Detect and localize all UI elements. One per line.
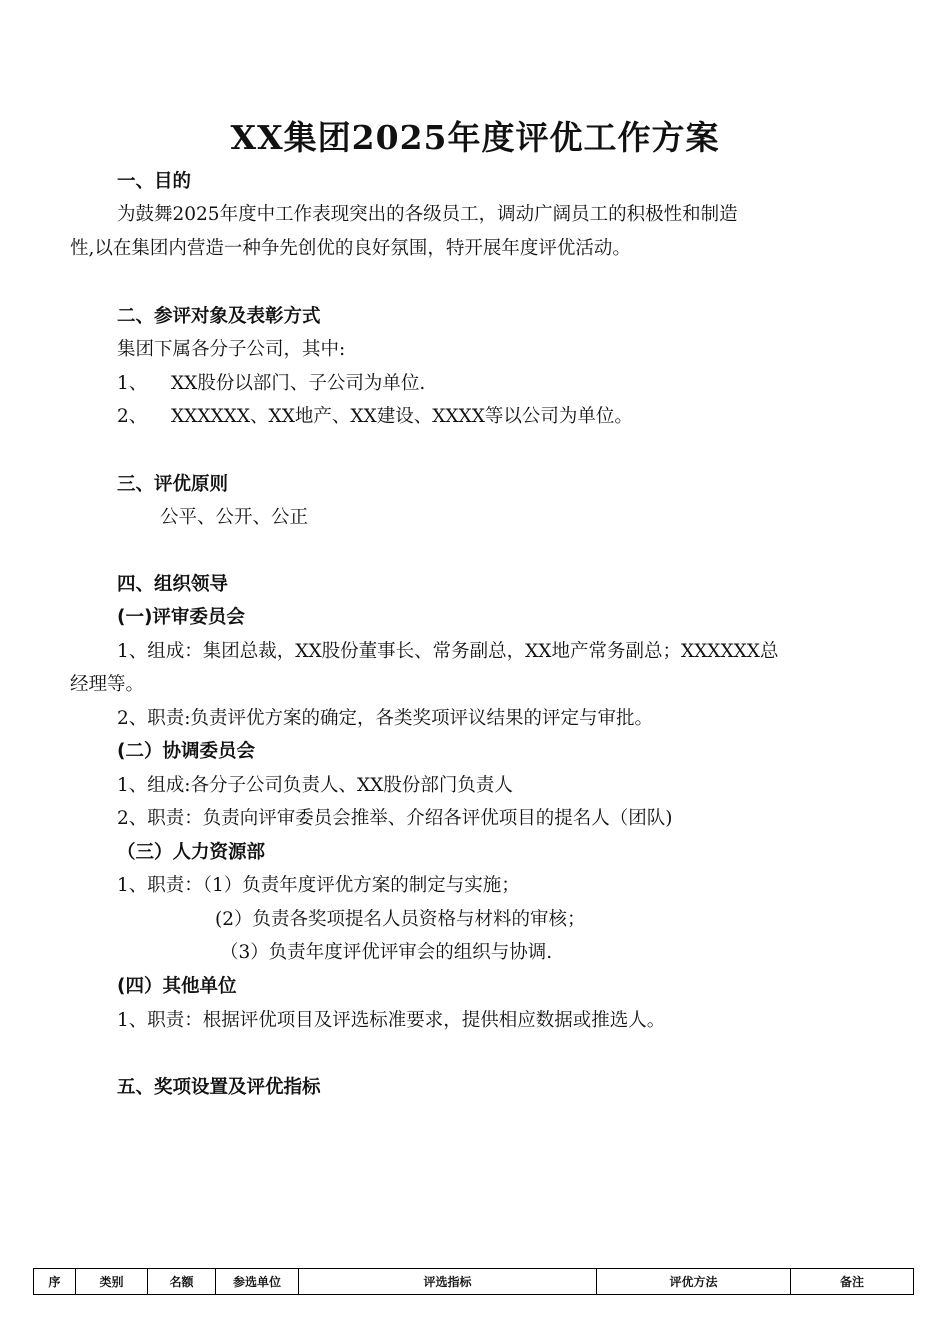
- section-2-intro: 集团下属各分子公司，其中:: [117, 339, 346, 360]
- section-1-heading: 一、目的: [117, 171, 192, 192]
- section-1-paragraph-line-2: 性,以在集团内营造一种争先创优的良好氛围，特开展年度评优活动。: [70, 238, 631, 259]
- page-title: XX集团2025年度评优工作方案: [230, 118, 720, 157]
- table-header-participating-unit: 参选单位: [216, 1269, 299, 1295]
- section-4-heading: 四、组织领导: [117, 574, 229, 595]
- section-2-item-1-text: XX股份以部门、子公司为单位.: [171, 373, 426, 394]
- subsection-hr-heading: （三）人力资源部: [117, 842, 266, 863]
- table-header-quota: 名额: [148, 1269, 216, 1295]
- section-2-item-2-text: XXXXXX、XX地产、XX建设、XXXX等以公司为单位。: [171, 406, 633, 427]
- hr-duties-1: 1、职责：（1）负责年度评优方案的制定与实施；: [117, 875, 520, 896]
- section-2-item-2-number: 2、: [117, 406, 148, 427]
- coordination-committee-duties: 2、职责：负责向评审委员会推举、介绍各评优项目的提名人（团队): [117, 808, 673, 829]
- coordination-committee-composition: 1、组成:各分子公司负责人、XX股份部门负责人: [117, 775, 513, 796]
- table-header-category: 类别: [76, 1269, 148, 1295]
- table-header-remarks: 备注: [791, 1269, 914, 1295]
- review-committee-duties: 2、职责:负责评优方案的确定，各类奖项评议结果的评定与审批。: [117, 708, 654, 729]
- award-table: [33, 1268, 914, 1295]
- table-header-row: [34, 1269, 914, 1295]
- section-3-heading: 三、评优原则: [117, 474, 229, 495]
- section-3-body: 公平、公开、公正: [160, 507, 309, 528]
- review-committee-composition: 1、组成：集团总裁，XX股份董事长、常务副总，XX地产常务副总；XXXXXX总: [117, 641, 779, 662]
- section-2-heading: 二、参评对象及表彰方式: [117, 306, 321, 327]
- subsection-review-committee-heading: (一)评审委员会: [117, 607, 245, 628]
- section-1-paragraph-line-1: 为鼓舞2025年度中工作表现突出的各级员工，调动广阔员工的积极性和制造: [117, 204, 738, 225]
- subsection-other-units-heading: (四）其他单位: [117, 976, 237, 997]
- section-2-item-1-number: 1、: [117, 373, 148, 394]
- hr-duties-3: （3）负责年度评优评审会的组织与协调.: [220, 942, 553, 963]
- table-header-number: 序: [34, 1269, 76, 1295]
- table-header-method: 评优方法: [597, 1269, 791, 1295]
- section-5-heading: 五、奖项设置及评优指标: [117, 1077, 321, 1098]
- other-units-duties: 1、职责：根据评优项目及评选标准要求，提供相应数据或推选人。: [117, 1010, 666, 1031]
- review-committee-composition-cont: 经理等。: [70, 674, 145, 695]
- hr-duties-2: (2）负责各奖项提名人员资格与材料的审核；: [215, 909, 586, 930]
- subsection-coordination-committee-heading: (二）协调委员会: [117, 741, 255, 762]
- table-header-criteria: 评选指标: [299, 1269, 597, 1295]
